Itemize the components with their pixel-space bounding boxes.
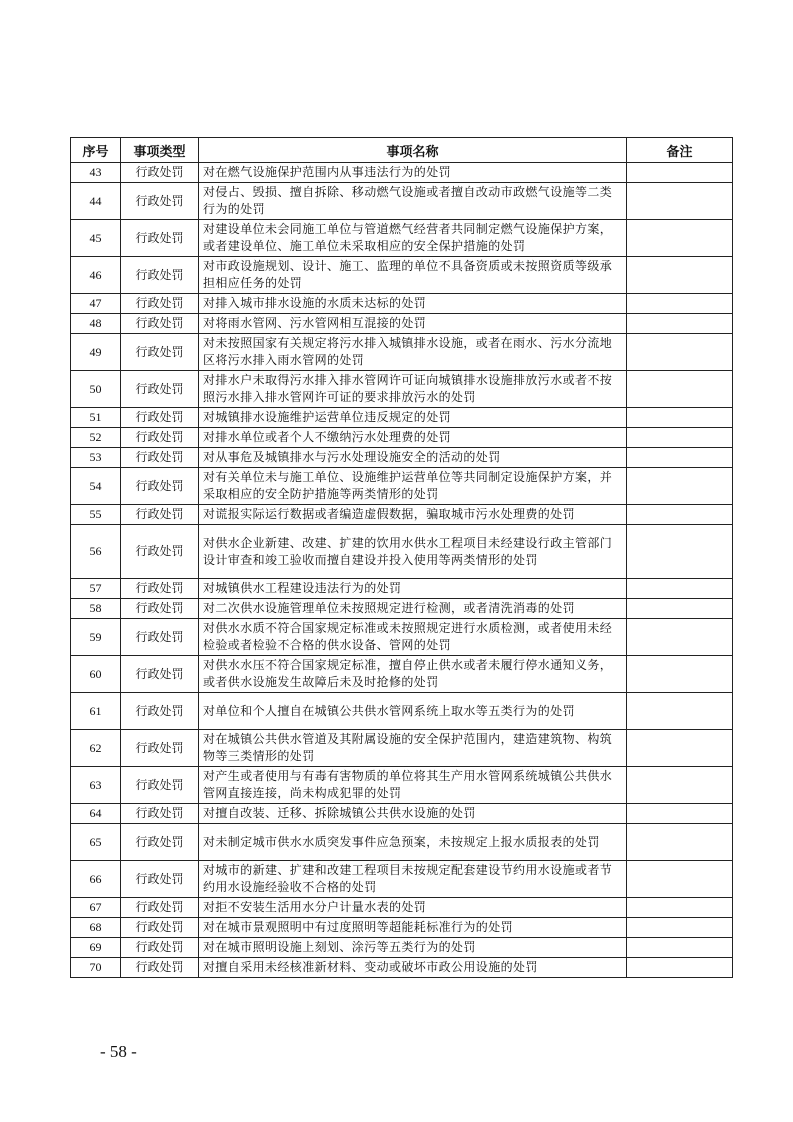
row-type: 行政处罚 <box>121 334 199 371</box>
row-note <box>627 619 733 656</box>
table-row <box>71 579 733 599</box>
row-type: 行政处罚 <box>121 824 199 861</box>
table-row <box>71 767 733 804</box>
row-seq: 61 <box>71 693 121 730</box>
row-name: 对在城市照明设施上刻划、涂污等五类行为的处罚 <box>199 938 627 958</box>
row-note <box>627 918 733 938</box>
row-type: 行政处罚 <box>121 183 199 220</box>
table-row <box>71 220 733 257</box>
row-type: 行政处罚 <box>121 918 199 938</box>
table-row <box>71 918 733 938</box>
row-name: 对城镇排水设施维护运营单位违反规定的处罚 <box>199 408 627 428</box>
row-name: 对建设单位未会同施工单位与管道燃气经营者共同制定燃气设施保护方案，或者建设单位、施工单位未采取相应的安全保护措施的处罚 <box>199 220 627 257</box>
row-seq: 44 <box>71 183 121 220</box>
row-type: 行政处罚 <box>121 619 199 656</box>
row-seq: 47 <box>71 294 121 314</box>
row-type: 行政处罚 <box>121 804 199 824</box>
row-name: 对供水水压不符合国家规定标准，擅自停止供水或者未履行停水通知义务，或者供水设施发生故障后未及时抢修的处罚 <box>199 656 627 693</box>
row-name: 对擅自采用未经核准新材料、变动或破坏市政公用设施的处罚 <box>199 958 627 978</box>
table-row <box>71 294 733 314</box>
row-note <box>627 898 733 918</box>
row-note <box>627 408 733 428</box>
row-note <box>627 958 733 978</box>
table-row <box>71 183 733 220</box>
table-row <box>71 468 733 505</box>
page-number: - 58 - <box>100 1042 137 1061</box>
row-note <box>627 334 733 371</box>
row-name: 对未按照国家有关规定将污水排入城镇排水设施，或者在雨水、污水分流地区将污水排入雨水管网的处罚 <box>199 334 627 371</box>
row-type: 行政处罚 <box>121 294 199 314</box>
row-name: 对在城镇公共供水管道及其附属设施的安全保护范围内，建造建筑物、构筑物等三类情形的处罚 <box>199 730 627 767</box>
table-row <box>71 334 733 371</box>
table-row <box>71 898 733 918</box>
header-name: 事项名称 <box>199 138 627 163</box>
row-name: 对在城市景观照明中有过度照明等超能耗标准行为的处罚 <box>199 918 627 938</box>
row-note <box>627 824 733 861</box>
row-type: 行政处罚 <box>121 314 199 334</box>
table-row <box>71 730 733 767</box>
row-seq: 43 <box>71 163 121 183</box>
row-name: 对排水户未取得污水排入排水管网许可证向城镇排水设施排放污水或者不按照污水排入排水管网许可证的要求排放污水的处罚 <box>199 371 627 408</box>
table-row <box>71 314 733 334</box>
row-note <box>627 183 733 220</box>
row-name: 对产生或者使用与有毒有害物质的单位将其生产用水管网系统城镇公共供水管网直接连接，尚未构成犯罪的处罚 <box>199 767 627 804</box>
table-row <box>71 408 733 428</box>
table-row <box>71 371 733 408</box>
row-note <box>627 938 733 958</box>
row-seq: 58 <box>71 599 121 619</box>
table-row <box>71 599 733 619</box>
row-name: 对供水水质不符合国家规定标准或未按照规定进行水质检测，或者使用未经检验或者检验不合格的供水设备、管网的处罚 <box>199 619 627 656</box>
table-row <box>71 448 733 468</box>
row-note <box>627 599 733 619</box>
row-note <box>627 220 733 257</box>
row-type: 行政处罚 <box>121 767 199 804</box>
row-note <box>627 294 733 314</box>
row-note <box>627 505 733 525</box>
row-name: 对单位和个人擅自在城镇公共供水管网系统上取水等五类行为的处罚 <box>199 693 627 730</box>
row-seq: 52 <box>71 428 121 448</box>
row-name: 对城镇供水工程建设违法行为的处罚 <box>199 579 627 599</box>
row-seq: 56 <box>71 525 121 579</box>
row-seq: 63 <box>71 767 121 804</box>
row-type: 行政处罚 <box>121 448 199 468</box>
row-seq: 65 <box>71 824 121 861</box>
row-name: 对供水企业新建、改建、扩建的饮用水供水工程项目未经建设行政主管部门设计审查和竣工验收而擅自建设并投入使用等两类情形的处罚 <box>199 525 627 579</box>
row-seq: 67 <box>71 898 121 918</box>
row-note <box>627 730 733 767</box>
row-seq: 68 <box>71 918 121 938</box>
row-type: 行政处罚 <box>121 428 199 448</box>
row-seq: 66 <box>71 861 121 898</box>
table-row <box>71 163 733 183</box>
row-type: 行政处罚 <box>121 730 199 767</box>
row-note <box>627 693 733 730</box>
table-row <box>71 693 733 730</box>
row-type: 行政处罚 <box>121 468 199 505</box>
row-note <box>627 468 733 505</box>
table-header-row <box>71 138 733 163</box>
row-note <box>627 525 733 579</box>
table-row <box>71 938 733 958</box>
row-type: 行政处罚 <box>121 898 199 918</box>
table-row <box>71 958 733 978</box>
table-row <box>71 428 733 448</box>
row-type: 行政处罚 <box>121 525 199 579</box>
row-type: 行政处罚 <box>121 861 199 898</box>
row-note <box>627 257 733 294</box>
row-note <box>627 428 733 448</box>
row-type: 行政处罚 <box>121 505 199 525</box>
row-name: 对二次供水设施管理单位未按照规定进行检测，或者清洗消毒的处罚 <box>199 599 627 619</box>
table-row <box>71 656 733 693</box>
table-row <box>71 257 733 294</box>
row-seq: 53 <box>71 448 121 468</box>
row-type: 行政处罚 <box>121 371 199 408</box>
row-name: 对排水单位或者个人不缴纳污水处理费的处罚 <box>199 428 627 448</box>
row-note <box>627 448 733 468</box>
table-body <box>71 163 733 978</box>
matters-table <box>70 137 733 978</box>
row-type: 行政处罚 <box>121 579 199 599</box>
row-seq: 70 <box>71 958 121 978</box>
row-seq: 45 <box>71 220 121 257</box>
row-seq: 69 <box>71 938 121 958</box>
row-note <box>627 163 733 183</box>
row-name: 对擅自改装、迁移、拆除城镇公共供水设施的处罚 <box>199 804 627 824</box>
row-type: 行政处罚 <box>121 163 199 183</box>
row-note <box>627 656 733 693</box>
table-row <box>71 861 733 898</box>
row-seq: 60 <box>71 656 121 693</box>
row-seq: 51 <box>71 408 121 428</box>
row-note <box>627 861 733 898</box>
header-type: 事项类型 <box>121 138 199 163</box>
row-type: 行政处罚 <box>121 599 199 619</box>
row-seq: 54 <box>71 468 121 505</box>
row-name: 对从事危及城镇排水与污水处理设施安全的活动的处罚 <box>199 448 627 468</box>
table-row <box>71 804 733 824</box>
row-type: 行政处罚 <box>121 938 199 958</box>
row-type: 行政处罚 <box>121 693 199 730</box>
table-row <box>71 824 733 861</box>
row-name: 对侵占、毁损、擅自拆除、移动燃气设施或者擅自改动市政燃气设施等二类行为的处罚 <box>199 183 627 220</box>
row-name: 对拒不安装生活用水分户计量水表的处罚 <box>199 898 627 918</box>
row-seq: 46 <box>71 257 121 294</box>
row-note <box>627 767 733 804</box>
row-note <box>627 579 733 599</box>
row-name: 对未制定城市供水水质突发事件应急预案，未按规定上报水质报表的处罚 <box>199 824 627 861</box>
row-seq: 64 <box>71 804 121 824</box>
table-row <box>71 505 733 525</box>
row-type: 行政处罚 <box>121 656 199 693</box>
row-name: 对排入城市排水设施的水质未达标的处罚 <box>199 294 627 314</box>
row-type: 行政处罚 <box>121 958 199 978</box>
row-name: 对市政设施规划、设计、施工、监理的单位不具备资质或未按照资质等级承担相应任务的处罚 <box>199 257 627 294</box>
row-seq: 55 <box>71 505 121 525</box>
row-type: 行政处罚 <box>121 408 199 428</box>
row-note <box>627 804 733 824</box>
row-type: 行政处罚 <box>121 257 199 294</box>
row-seq: 49 <box>71 334 121 371</box>
row-seq: 62 <box>71 730 121 767</box>
row-name: 对有关单位未与施工单位、设施维护运营单位等共同制定设施保护方案，并采取相应的安全防护措施等两类情形的处罚 <box>199 468 627 505</box>
header-note: 备注 <box>627 138 733 163</box>
row-name: 对城市的新建、扩建和改建工程项目未按规定配套建设节约用水设施或者节约用水设施经验收不合格的处罚 <box>199 861 627 898</box>
row-note <box>627 371 733 408</box>
row-seq: 57 <box>71 579 121 599</box>
row-name: 对谎报实际运行数据或者编造虚假数据，骗取城市污水处理费的处罚 <box>199 505 627 525</box>
row-seq: 48 <box>71 314 121 334</box>
table-row <box>71 619 733 656</box>
row-seq: 59 <box>71 619 121 656</box>
table-row <box>71 525 733 579</box>
row-seq: 50 <box>71 371 121 408</box>
row-name: 对将雨水管网、污水管网相互混接的处罚 <box>199 314 627 334</box>
row-name: 对在燃气设施保护范围内从事违法行为的处罚 <box>199 163 627 183</box>
row-note <box>627 314 733 334</box>
row-type: 行政处罚 <box>121 220 199 257</box>
header-seq: 序号 <box>71 138 121 163</box>
